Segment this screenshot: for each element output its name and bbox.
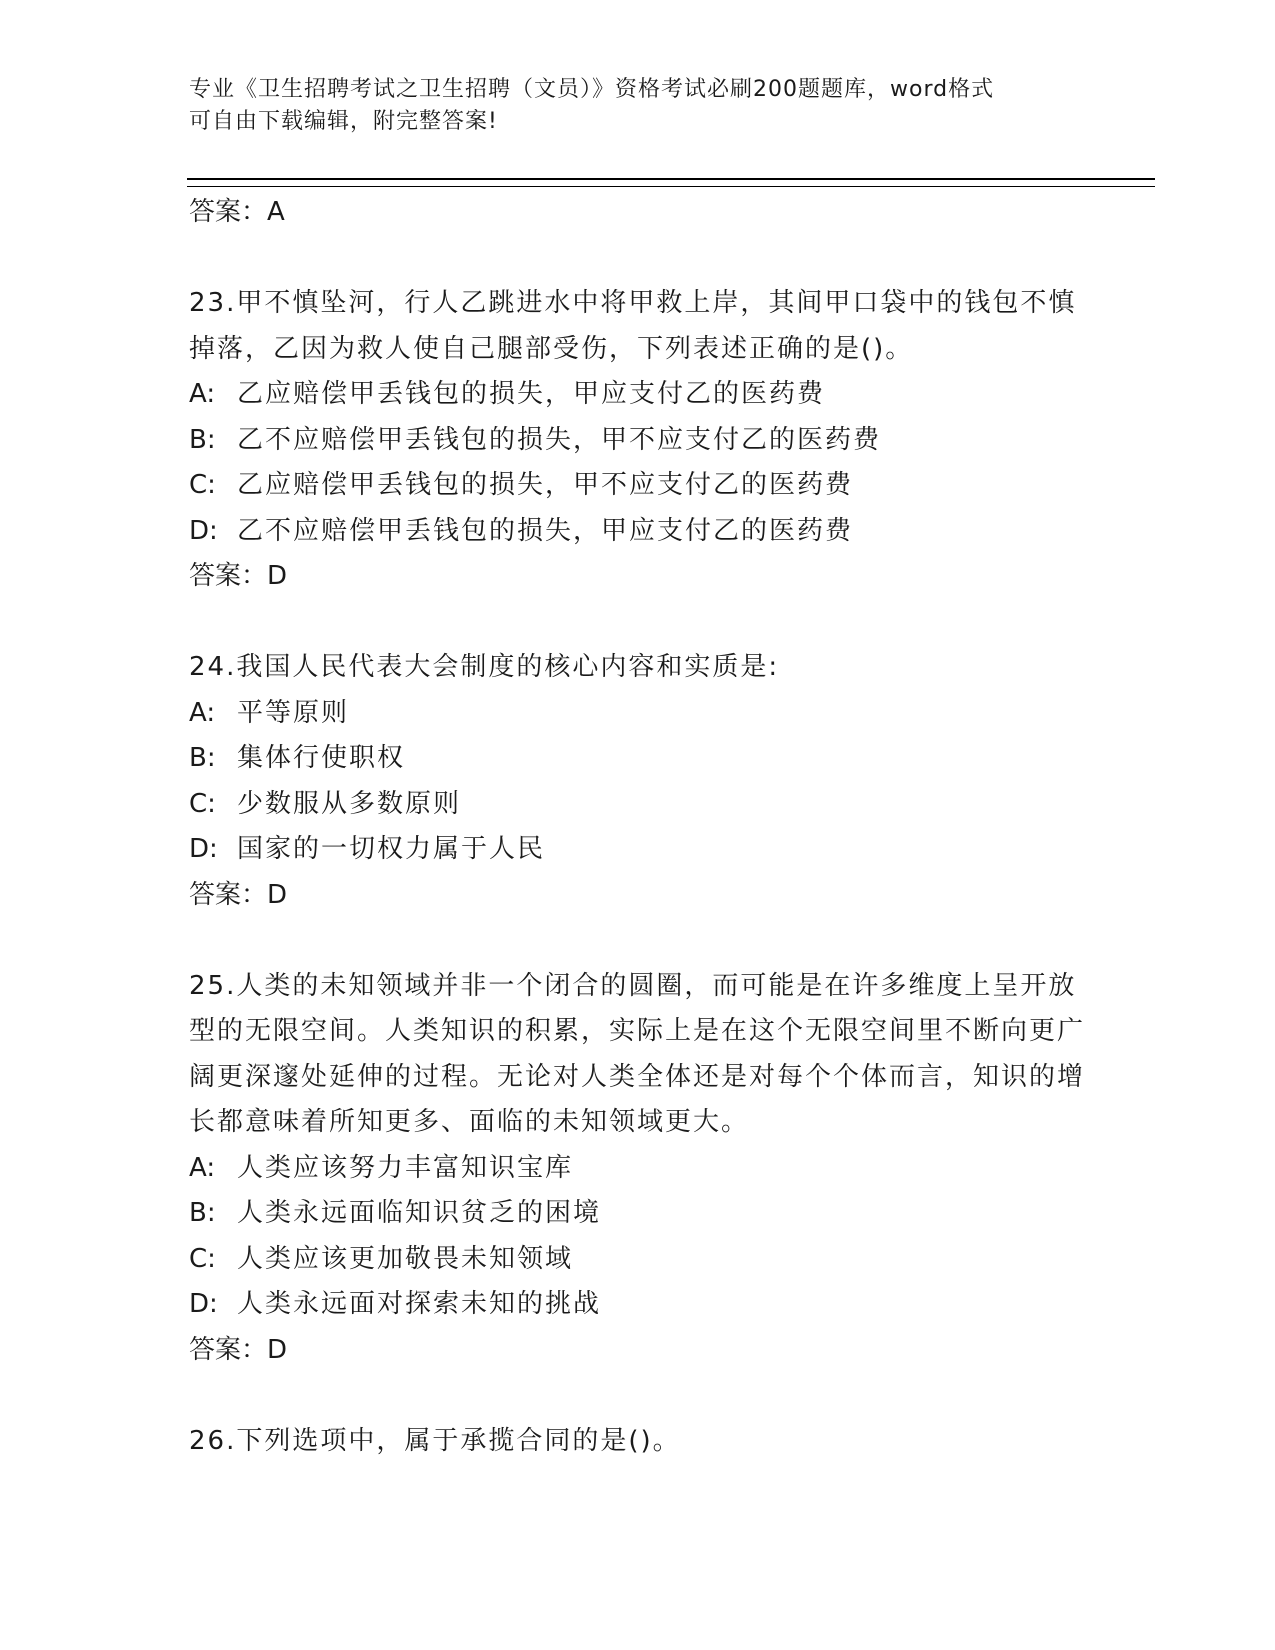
option-key: B: xyxy=(189,1198,216,1228)
option-key: C: xyxy=(189,470,216,500)
question-23 xyxy=(189,281,1089,598)
document-body xyxy=(189,190,1089,1464)
question-24-answer: 答案：D xyxy=(189,879,288,910)
question-23-option-c xyxy=(189,463,1089,509)
option-text: 乙应赔偿甲丢钱包的损失，甲不应支付乙的医药费 xyxy=(237,470,854,500)
option-key: C: xyxy=(189,1243,216,1274)
option-text: 人类永远面对探索未知的挑战 xyxy=(237,1289,602,1319)
question-25-option-c xyxy=(189,1237,1089,1283)
question-25-option-b xyxy=(189,1191,1089,1237)
question-24 xyxy=(189,645,1089,917)
option-text: 人类应该努力丰富知识宝库 xyxy=(237,1152,574,1183)
question-25-text: 25.人类的未知领域并非一个闭合的圆圈，而可能是在许多维度上呈开放型的无限空间。人类知识的积累，实际上是在这个无限空间里不断向更广阔更深邃处延伸的过程。无论对人类全体还是对每个个体而言，知识的增长都意味着所知更多、面临的未知领域更大。 xyxy=(189,970,1086,1137)
option-key: D: xyxy=(189,1289,218,1319)
option-text: 集体行使职权 xyxy=(237,743,406,773)
header-title-line-1: 专业《卫生招聘考试之卫生招聘（文员）》资格考试必刷200题题库，word格式 xyxy=(189,77,995,102)
option-text: 人类应该更加敬畏未知领域 xyxy=(237,1243,574,1274)
question-24-option-d xyxy=(189,827,1089,873)
option-key: A: xyxy=(189,697,216,728)
option-text: 国家的一切权力属于人民 xyxy=(237,834,546,864)
question-23-option-b xyxy=(189,418,1089,464)
question-24-option-c xyxy=(189,782,1089,828)
question-25-option-a xyxy=(189,1146,1089,1192)
question-23-option-d xyxy=(189,509,1089,555)
document-header xyxy=(189,74,1089,138)
question-23-answer: 答案：D xyxy=(189,561,288,591)
answer-previous: 答案：A xyxy=(189,197,285,227)
option-key: B: xyxy=(189,424,216,455)
question-25-answer: 答案：D xyxy=(189,1334,288,1365)
option-key: B: xyxy=(189,743,216,773)
question-26 xyxy=(189,1419,1089,1465)
question-26-text: 26.下列选项中，属于承揽合同的是()。 xyxy=(189,1425,681,1456)
question-24-option-b xyxy=(189,736,1089,782)
question-24-option-a xyxy=(189,691,1089,737)
question-23-text: 23.甲不慎坠河，行人乙跳进水中将甲救上岸，其间甲口袋中的钱包不慎掉落，乙因为救人使自己腿部受伤，下列表述正确的是()。 xyxy=(189,288,1077,364)
option-text: 乙应赔偿甲丢钱包的损失，甲应支付乙的医药费 xyxy=(237,379,826,409)
option-key: A: xyxy=(189,1152,216,1183)
option-key: C: xyxy=(189,788,216,819)
option-text: 乙不应赔偿甲丢钱包的损失，甲应支付乙的医药费 xyxy=(237,515,854,546)
option-key: D: xyxy=(189,515,218,546)
question-23-option-a xyxy=(189,372,1089,418)
question-25 xyxy=(189,964,1089,1372)
option-text: 平等原则 xyxy=(237,697,350,728)
header-divider xyxy=(187,178,1155,187)
header-title-line-2: 可自由下载编辑，附完整答案! xyxy=(189,109,498,134)
question-24-text: 24.我国人民代表大会制度的核心内容和实质是: xyxy=(189,652,780,682)
option-text: 乙不应赔偿甲丢钱包的损失，甲不应支付乙的医药费 xyxy=(237,424,882,455)
question-25-option-d xyxy=(189,1282,1089,1328)
option-text: 少数服从多数原则 xyxy=(237,788,462,819)
option-text: 人类永远面临知识贫乏的困境 xyxy=(237,1198,602,1228)
option-key: D: xyxy=(189,834,218,864)
option-key: A: xyxy=(189,379,216,409)
